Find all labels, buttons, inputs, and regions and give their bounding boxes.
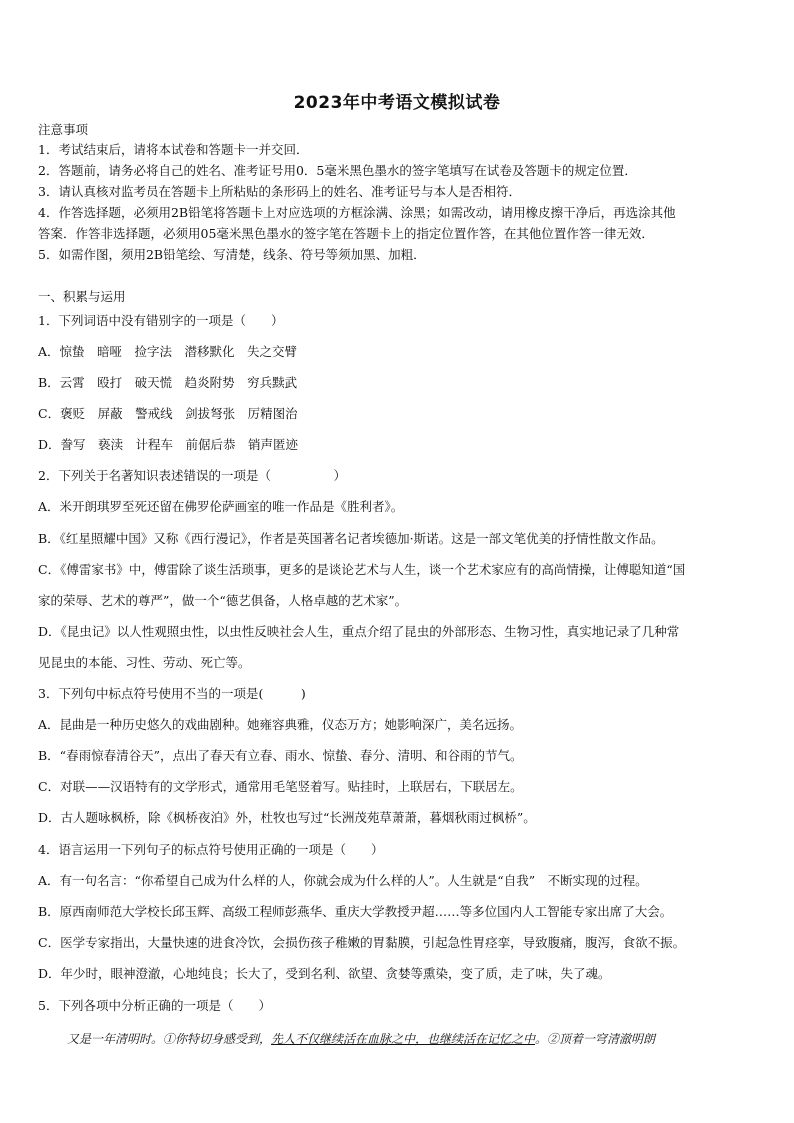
question-4-option-a: A．有一句名言：“你希望自己成为什么样的人，你就会成为什么样的人”。人生就是“自我” 不断实现的过程。	[38, 873, 648, 888]
question-1-stem: 1．下列词语中没有错别字的一项是（ ）	[38, 313, 284, 328]
question-3-stem: 3．下列句中标点符号使用不当的一项是( )	[38, 686, 306, 701]
page-title: 2023年中考语文模拟试卷	[293, 93, 501, 113]
question-5-stem: 5．下列各项中分析正确的一项是（ ）	[38, 998, 271, 1013]
notice-item: 5．如需作图，须用2B铅笔绘、写清楚，线条、符号等须加黑、加粗．	[38, 247, 426, 262]
question-3-option-c: C．对联——汉语特有的文学形式，通常用毛笔竖着写。贴挂时，上联居右，下联居左。	[38, 779, 523, 794]
question-2-stem: 2．下列关于名著知识表述错误的一项是（ ）	[38, 468, 346, 483]
question-3-option-d: D．古人题咏枫桥，除《枫桥夜泊》外，杜牧也写过“长洲茂苑草萧萧，暮烟秋雨过枫桥”。	[38, 810, 536, 825]
question-2-option-d: D．《昆虫记》以人性观照虫性，以虫性反映社会人生，重点介绍了昆虫的外部形态、生物习性，真实地记录了几种常	[38, 624, 680, 639]
question-2-option-c: C．《傅雷家书》中，傅雷除了谈生活琐事，更多的是谈论艺术与人生，谈一个艺术家应有的高尚情操，让傅聪知道“国	[38, 562, 686, 577]
notice-heading: 注意事项	[38, 122, 89, 137]
notice-item: 4．作答选择题，必须用2B铅笔将答题卡上对应选项的方框涂满、涂黑；如需改动，请用橡皮擦干净后，再选涂其他	[38, 205, 676, 220]
question-2-option-a: A．米开朗琪罗至死还留在佛罗伦萨画室的唯一作品是《胜利者》。	[38, 499, 404, 514]
question-2-option-c-cont: 家的荣辱、艺术的尊严”，做一个“德艺俱备，人格卓越的艺术家”。	[38, 593, 408, 608]
section-heading: 一、积累与运用	[38, 289, 126, 304]
question-2-option-b: B．《红星照耀中国》又称《西行漫记》，作者是英国著名记者埃德加·斯诺。这是一部文笔优美的抒情性散文作品。	[38, 531, 664, 546]
question-1-option-a: A．惊蛰 暗哑 捡字法 潜移默化 失之交臂	[38, 344, 298, 359]
notice-item: 1．考试结束后，请将本试卷和答题卡一并交回．	[38, 142, 309, 157]
passage-underlined-text: 先人不仅继续活在血脉之中，也继续活在记忆之中	[271, 1032, 536, 1046]
question-5-passage	[67, 1030, 767, 1047]
question-1-option-d: D．誊写 亵渎 计程车 前倨后恭 销声匿迹	[38, 437, 299, 452]
notice-item: 答案．作答非选择题，必须用05毫米黑色墨水的签字笔在答题卡上的指定位置作答，在其他位置作答一律无效．	[38, 226, 654, 241]
passage-text-tail: 。②顶着一穹清澈明朗	[535, 1032, 656, 1046]
question-2-option-d-cont: 见昆虫的本能、习性、劳动、死亡等。	[38, 655, 251, 670]
question-1-option-c: C．褒贬 屏蔽 警戒线 剑拔弩张 厉精图治	[38, 406, 298, 421]
question-4-stem: 4．语言运用一下列句子的标点符号使用正确的一项是（ ）	[38, 842, 384, 857]
question-4-option-c: C．医学专家指出，大量快速的进食冷饮，会损伤孩子稚嫩的胃黏膜，引起急性胃痉挛，导致腹痛，腹泻，食欲不振。	[38, 935, 686, 950]
question-3-option-a: A．昆曲是一种历史悠久的戏曲剧种。她雍容典雅，仪态万方；她影响深广，美名远扬。	[38, 717, 523, 732]
question-4-option-d: D．年少时，眼神澄澈，心地纯良；长大了，受到名利、欲望、贪婪等熏染，变了质，走了味，失了魂。	[38, 966, 611, 981]
notice-item: 2．答题前，请务必将自己的姓名、准考证号用0．5毫米黑色墨水的签字笔填写在试卷及答题卡的规定位置．	[38, 163, 637, 178]
question-4-option-b: B．原西南师范大学校长邱玉辉、高级工程师彭燕华、重庆大学教授尹超……等多位国内人工智能专家出席了大会。	[38, 904, 673, 919]
notice-item: 3．请认真核对监考员在答题卡上所粘贴的条形码上的姓名、准考证号与本人是否相符．	[38, 184, 521, 199]
passage-text: 又是一年清明时。①你特切身感受到，	[67, 1032, 272, 1046]
question-1-option-b: B．云霄 殴打 破天慌 趋炎附势 穷兵黩武	[38, 375, 298, 390]
question-3-option-b: B．“春雨惊春清谷天”，点出了春天有立春、雨水、惊蛰、春分、清明、和谷雨的节气。	[38, 748, 523, 763]
